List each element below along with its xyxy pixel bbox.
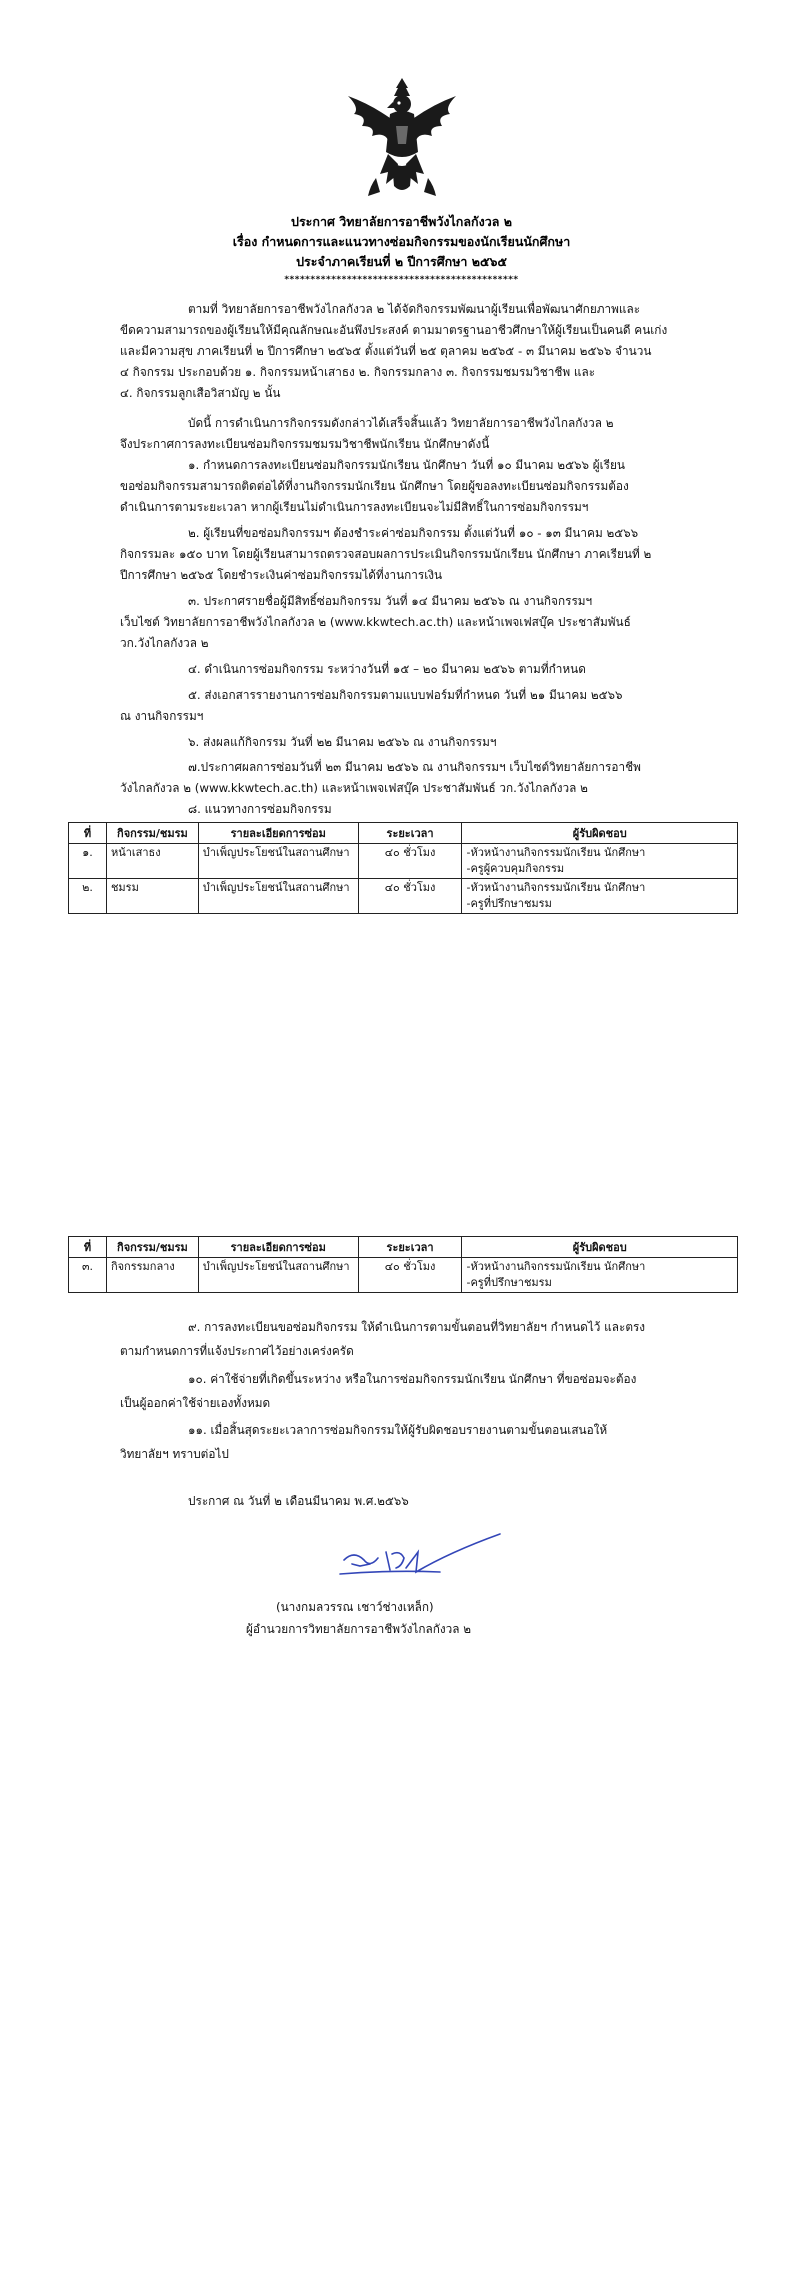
announcement-subject: เรื่อง กำหนดการและแนวทางซ่อมกิจกรรมของนักเรียนนักศึกษา: [232, 234, 571, 249]
item-10-line: ๑๐. ค่าใช้จ่ายที่เกิดขึ้นระหว่าง หรือในการซ่อมกิจกรรมนักเรียน นักศึกษา ที่ขอซ่อมจะต้อง: [188, 1372, 637, 1386]
cell-duration: ๔๐ ชั่วโมง: [358, 844, 462, 879]
table-header: กิจกรรม/ชมรม: [106, 1237, 198, 1258]
cell-duration: ๔๐ ชั่วโมง: [358, 1258, 462, 1293]
item-5-line: ๕. ส่งเอกสารรายงานการซ่อมกิจกรรมตามแบบฟอร์มที่กำหนด วันที่ ๒๑ มีนาคม ๒๕๖๖: [188, 688, 623, 702]
table-header: รายละเอียดการซ่อม: [198, 1237, 358, 1258]
cell-responsible: [462, 1258, 738, 1293]
item-3-line: เว็บไซต์ วิทยาลัยการอาชีพวังไกลกังวล ๒ (www.kkwtech.ac.th) และหน้าเพจเฟสบุ๊ค ประชาสัมพันธ์: [120, 615, 631, 629]
cell-no: ๓.: [69, 1258, 107, 1293]
item-1-line: ขอซ่อมกิจกรรมสามารถติดต่อได้ที่งานกิจกรรมนักเรียน นักศึกษา โดยผู้ขอลงทะเบียนซ่อมกิจกรรมต้อง: [120, 479, 629, 493]
separator-stars: *********************************************: [284, 275, 519, 285]
cell-activity: ชมรม: [106, 879, 198, 914]
responsible-line: -ครูผู้ควบคุมกิจกรรม: [466, 862, 565, 875]
cell-responsible: [462, 844, 738, 879]
cell-detail: บำเพ็ญประโยชน์ในสถานศึกษา: [198, 1258, 358, 1293]
table-header-row: [69, 823, 738, 844]
cell-no: ๒.: [69, 879, 107, 914]
intro-line: ๔. กิจกรรมลูกเสือวิสามัญ ๒ นั้น: [120, 386, 281, 400]
cell-detail: บำเพ็ญประโยชน์ในสถานศึกษา: [198, 844, 358, 879]
table-header: ผู้รับผิดชอบ: [462, 823, 738, 844]
item-11-line: วิทยาลัยฯ ทราบต่อไป: [120, 1447, 229, 1461]
item-11-line: ๑๑. เมื่อสิ้นสุดระยะเวลาการซ่อมกิจกรรมให้ผู้รับผิดชอบรายงานตามขั้นตอนเสนอให้: [188, 1423, 608, 1437]
table-row: [69, 1258, 738, 1293]
table-header: รายละเอียดการซ่อม: [198, 823, 358, 844]
item-9-line: ตามกำหนดการที่แจ้งประกาศไว้อย่างเคร่งครัด: [120, 1344, 354, 1358]
item-10-line: เป็นผู้ออกค่าใช้จ่ายเองทั้งหมด: [120, 1396, 271, 1410]
responsible-line: -หัวหน้างานกิจกรรมนักเรียน นักศึกษา: [466, 881, 646, 894]
item-3-line: วก.วังไกลกังวล ๒: [120, 636, 209, 650]
cell-detail: บำเพ็ญประโยชน์ในสถานศึกษา: [198, 879, 358, 914]
signer-name: (นางกมลวรรณ เชาว์ช่างเหล็ก): [276, 1600, 434, 1614]
garuda-emblem-icon: [340, 74, 464, 202]
signature-icon: [330, 1530, 510, 1588]
intro-line: ตามที่ วิทยาลัยการอาชีพวังไกลกังวล ๒ ได้จัดกิจกรรมพัฒนาผู้เรียนเพื่อพัฒนาศักยภาพและ: [188, 302, 641, 316]
table-header: ที่: [69, 823, 107, 844]
item-2-line: กิจกรรมละ ๑๕๐ บาท โดยผู้เรียนสามารถตรวจสอบผลการประเมินกิจกรรมนักเรียน นักศึกษา ภาคเรียนที่ ๒: [120, 547, 652, 561]
item-2-line: ๒. ผู้เรียนที่ขอซ่อมกิจกรรมฯ ต้องชำระค่าซ่อมกิจกรรม ตั้งแต่วันที่ ๑๐ - ๑๓ มีนาคม ๒๕๖๖: [188, 526, 639, 540]
item-7-line: วังไกลกังวล ๒ (www.kkwtech.ac.th) และหน้าเพจเฟสบุ๊ค ประชาสัมพันธ์ วก.วังไกลกังวล ๒: [120, 781, 588, 795]
table-row: [69, 844, 738, 879]
item-1-line: ๑. กำหนดการลงทะเบียนซ่อมกิจกรรมนักเรียน นักศึกษา วันที่ ๑๐ มีนาคม ๒๕๖๖ ผู้เรียน: [188, 458, 625, 472]
item-9-line: ๙. การลงทะเบียนขอซ่อมกิจกรรม ให้ดำเนินการตามขั้นตอนที่วิทยาลัยฯ กำหนดไว้ และตรง: [188, 1320, 646, 1334]
announcement-title: ประกาศ วิทยาลัยการอาชีพวังไกลกังวล ๒: [291, 214, 512, 229]
now-paragraph-line: จึงประกาศการลงทะเบียนซ่อมกิจกรรมชมรมวิชาชีพนักเรียน นักศึกษาดังนี้: [120, 437, 490, 451]
table-header: กิจกรรม/ชมรม: [106, 823, 198, 844]
responsible-line: -ครูที่ปรึกษาชมรม: [466, 897, 552, 910]
intro-line: ๔ กิจกรรม ประกอบด้วย ๑. กิจกรรมหน้าเสาธง ๒. กิจกรรมกลาง ๓. กิจกรรมชมรมวิชาชีพ และ: [120, 365, 596, 379]
activity-table-continued: [68, 1236, 738, 1293]
item-2-line: ปีการศึกษา ๒๕๖๕ โดยชำระเงินค่าซ่อมกิจกรรมได้ที่งานการเงิน: [120, 568, 443, 582]
responsible-line: -หัวหน้างานกิจกรรมนักเรียน นักศึกษา: [466, 1260, 646, 1273]
item-3-line: ๓. ประกาศรายชื่อผู้มีสิทธิ์ซ่อมกิจกรรม วันที่ ๑๔ มีนาคม ๒๕๖๖ ณ งานกิจกรรมฯ: [188, 594, 593, 608]
signer-position: ผู้อำนวยการวิทยาลัยการอาชีพวังไกลกังวล ๒: [246, 1622, 471, 1636]
item-1-line: ดำเนินการตามระยะเวลา หากผู้เรียนไม่ดำเนินการลงทะเบียนจะไม่มีสิทธิ์ในการซ่อมกิจกรรมฯ: [120, 500, 589, 514]
cell-activity: กิจกรรมกลาง: [106, 1258, 198, 1293]
responsible-line: -หัวหน้างานกิจกรรมนักเรียน นักศึกษา: [466, 846, 646, 859]
item-7-line: ๗.ประกาศผลการซ่อมวันที่ ๒๓ มีนาคม ๒๕๖๖ ณ งานกิจกรรมฯ เว็บไซต์วิทยาลัยการอาชีพ: [188, 760, 641, 774]
responsible-line: -ครูที่ปรึกษาชมรม: [466, 1276, 552, 1289]
cell-activity: หน้าเสาธง: [106, 844, 198, 879]
table-header: ที่: [69, 1237, 107, 1258]
table-header: ผู้รับผิดชอบ: [462, 1237, 738, 1258]
cell-responsible: [462, 879, 738, 914]
cell-duration: ๔๐ ชั่วโมง: [358, 879, 462, 914]
table-row: [69, 879, 738, 914]
item-4-line: ๔. ดำเนินการซ่อมกิจกรรม ระหว่างวันที่ ๑๕ – ๒๐ มีนาคม ๒๕๖๖ ตามที่กำหนด: [188, 662, 586, 676]
intro-line: และมีความสุข ภาคเรียนที่ ๒ ปีการศึกษา ๒๕๖๕ ตั้งแต่วันที่ ๒๕ ตุลาคม ๒๕๖๕ - ๓ มีนาคม ๒๕๖๖ จำนวน: [120, 344, 652, 358]
table-header: ระยะเวลา: [358, 823, 462, 844]
now-paragraph-line: บัดนี้ การดำเนินการกิจกรรมดังกล่าวได้เสร็จสิ้นแล้ว วิทยาลัยการอาชีพวังไกลกังวล ๒: [188, 416, 614, 430]
cell-no: ๑.: [69, 844, 107, 879]
table-header-row: [69, 1237, 738, 1258]
item-8-line: ๘. แนวทางการซ่อมกิจกรรม: [188, 802, 332, 816]
announcement-term: ประจำภาคเรียนที่ ๒ ปีการศึกษา ๒๕๖๕: [296, 254, 507, 269]
intro-line: ขีดความสามารถของผู้เรียนให้มีคุณลักษณะอันพึงประสงค์ ตามมาตรฐานอาชีวศึกษาให้ผู้เรียนเป็นคนดี คนเก่ง: [120, 323, 668, 337]
table-header: ระยะเวลา: [358, 1237, 462, 1258]
item-5-line: ณ งานกิจกรรมฯ: [120, 709, 204, 723]
item-6-line: ๖. ส่งผลแก้กิจกรรม วันที่ ๒๒ มีนาคม ๒๕๖๖ ณ งานกิจกรรมฯ: [188, 735, 497, 749]
activity-table: [68, 822, 738, 914]
announcement-date: ประกาศ ณ วันที่ ๒ เดือนมีนาคม พ.ศ.๒๕๖๖: [188, 1494, 409, 1508]
